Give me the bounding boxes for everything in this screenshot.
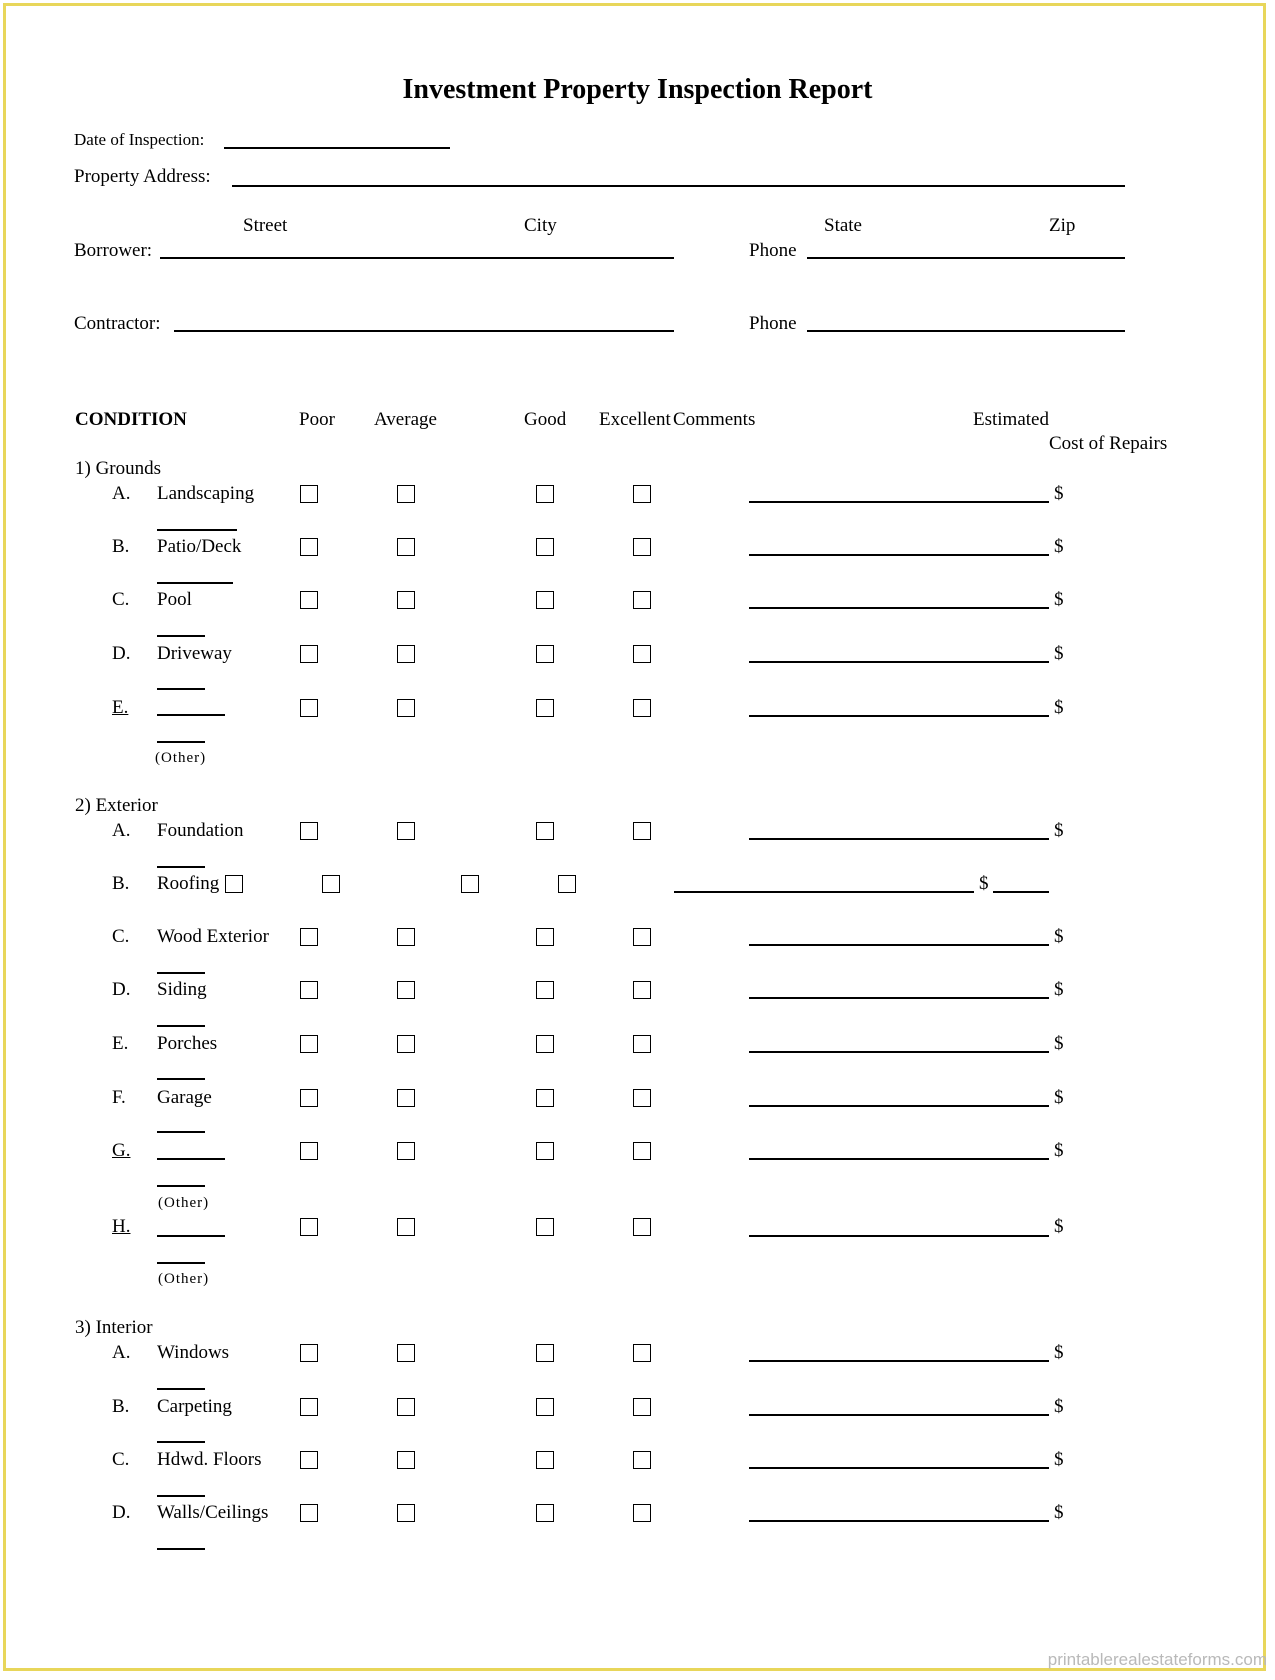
row-label: Roofing — [157, 873, 220, 894]
contractor-phone-label: Phone — [749, 313, 797, 334]
average-checkbox[interactable] — [397, 1035, 415, 1053]
cost-dollar: $ — [979, 873, 989, 894]
other-item-field[interactable] — [157, 1235, 225, 1237]
poor-checkbox[interactable] — [300, 981, 318, 999]
cost-header: Cost of Repairs — [1049, 433, 1168, 454]
date-field[interactable] — [224, 147, 450, 149]
good-checkbox[interactable] — [536, 1089, 554, 1107]
poor-checkbox[interactable] — [300, 1218, 318, 1236]
cost-field[interactable] — [993, 891, 1049, 893]
average-checkbox[interactable] — [397, 1142, 415, 1160]
contractor-phone-field[interactable] — [807, 330, 1125, 332]
section-exterior-title: 2) Exterior — [75, 795, 158, 816]
row-letter: D. — [112, 1502, 131, 1523]
average-checkbox[interactable] — [397, 928, 415, 946]
poor-checkbox[interactable] — [300, 822, 318, 840]
comments-field[interactable] — [749, 607, 1049, 609]
poor-checkbox[interactable] — [300, 485, 318, 503]
good-checkbox[interactable] — [536, 591, 554, 609]
comments-field[interactable] — [749, 997, 1049, 999]
row-label: Hdwd. Floors — [157, 1449, 262, 1470]
cost-dollar: $ — [1054, 1216, 1064, 1237]
good-checkbox[interactable] — [536, 981, 554, 999]
state-caption: State — [824, 215, 862, 236]
poor-checkbox[interactable] — [300, 1142, 318, 1160]
poor-checkbox[interactable] — [300, 928, 318, 946]
row-label: Foundation — [157, 820, 244, 841]
excellent-checkbox[interactable] — [633, 1504, 651, 1522]
row-label-underline — [157, 1262, 205, 1264]
cost-dollar: $ — [1054, 820, 1064, 841]
row-letter: G. — [112, 1140, 131, 1161]
average-checkbox[interactable] — [397, 981, 415, 999]
section-interior-title: 3) Interior — [75, 1317, 153, 1338]
average-checkbox[interactable] — [397, 699, 415, 717]
excellent-checkbox[interactable] — [633, 1344, 651, 1362]
row-letter: C. — [112, 589, 130, 610]
row-letter: E. — [112, 697, 129, 718]
cost-dollar: $ — [1054, 536, 1064, 557]
row-label-underline — [157, 972, 205, 974]
comments-field[interactable] — [749, 944, 1049, 946]
cost-dollar: $ — [1054, 589, 1064, 610]
average-checkbox[interactable] — [397, 822, 415, 840]
excellent-checkbox[interactable] — [633, 1142, 651, 1160]
good-checkbox[interactable] — [536, 1142, 554, 1160]
cost-dollar: $ — [1054, 979, 1064, 1000]
row-label: Windows — [157, 1342, 230, 1363]
row-letter: C. — [112, 1449, 130, 1470]
excellent-checkbox[interactable] — [633, 1035, 651, 1053]
poor-header: Poor — [299, 409, 335, 430]
poor-checkbox[interactable] — [300, 1344, 318, 1362]
average-checkbox[interactable] — [397, 538, 415, 556]
row-letter: E. — [112, 1033, 129, 1054]
row-label-underline — [157, 1441, 205, 1443]
other-caption: (Other) — [155, 750, 207, 766]
row-label-underline — [157, 1495, 205, 1497]
row-letter: C. — [112, 926, 130, 947]
average-checkbox[interactable] — [322, 875, 340, 893]
row-label-underline — [157, 866, 205, 868]
address-field[interactable] — [232, 185, 1125, 187]
row-label-underline — [157, 688, 205, 690]
comments-field[interactable] — [749, 1158, 1049, 1160]
other-item-field[interactable] — [157, 1158, 225, 1160]
good-checkbox[interactable] — [536, 538, 554, 556]
average-checkbox[interactable] — [397, 1504, 415, 1522]
borrower-phone-label: Phone — [749, 240, 797, 261]
good-checkbox[interactable] — [461, 875, 479, 893]
excellent-checkbox[interactable] — [633, 1451, 651, 1469]
row-letter: F. — [112, 1087, 126, 1108]
comments-field[interactable] — [749, 661, 1049, 663]
good-checkbox[interactable] — [536, 1218, 554, 1236]
row-label: Pool — [157, 589, 192, 610]
excellent-checkbox[interactable] — [558, 875, 576, 893]
other-item-field[interactable] — [157, 714, 225, 716]
borrower-field[interactable] — [160, 257, 674, 259]
row-letter: A. — [112, 1342, 131, 1363]
row-label: Wood Exterior — [157, 926, 269, 947]
comments-header: Comments — [673, 409, 756, 430]
comments-field[interactable] — [749, 1360, 1049, 1362]
excellent-checkbox[interactable] — [633, 1398, 651, 1416]
row-label: Walls/Ceilings — [157, 1502, 269, 1523]
city-caption: City — [524, 215, 557, 236]
other-caption: (Other) — [158, 1195, 210, 1211]
row-letter: A. — [112, 820, 131, 841]
cost-dollar: $ — [1054, 926, 1064, 947]
cost-dollar: $ — [1054, 1342, 1064, 1363]
average-checkbox[interactable] — [397, 1218, 415, 1236]
average-checkbox[interactable] — [397, 591, 415, 609]
poor-checkbox[interactable] — [300, 1504, 318, 1522]
average-checkbox[interactable] — [397, 1451, 415, 1469]
cost-dollar: $ — [1054, 1449, 1064, 1470]
excellent-checkbox[interactable] — [633, 591, 651, 609]
date-label: Date of Inspection: — [74, 130, 205, 149]
average-checkbox[interactable] — [397, 1344, 415, 1362]
row-label-underline — [157, 1131, 205, 1133]
comments-field[interactable] — [749, 501, 1049, 503]
comments-field[interactable] — [749, 554, 1049, 556]
comments-field[interactable] — [749, 1414, 1049, 1416]
comments-field[interactable] — [749, 838, 1049, 840]
cost-dollar: $ — [1054, 1087, 1064, 1108]
condition-header: CONDITION — [75, 409, 187, 430]
excellent-checkbox[interactable] — [633, 1089, 651, 1107]
estimated-header: Estimated — [973, 409, 1049, 430]
average-header: Average — [374, 409, 437, 430]
street-caption: Street — [243, 215, 288, 236]
good-checkbox[interactable] — [536, 1344, 554, 1362]
good-checkbox[interactable] — [536, 1451, 554, 1469]
cost-dollar: $ — [1054, 1140, 1064, 1161]
contractor-label: Contractor: — [74, 313, 161, 334]
row-label-underline — [157, 1548, 205, 1550]
cost-dollar: $ — [1054, 1396, 1064, 1417]
good-checkbox[interactable] — [536, 485, 554, 503]
cost-dollar: $ — [1054, 643, 1064, 664]
row-letter: B. — [112, 536, 130, 557]
zip-caption: Zip — [1049, 215, 1076, 236]
row-label: Driveway — [157, 643, 232, 664]
row-label-underline — [157, 741, 205, 743]
row-label: Carpeting — [157, 1396, 232, 1417]
row-label-underline — [157, 1185, 205, 1187]
average-checkbox[interactable] — [397, 645, 415, 663]
good-checkbox[interactable] — [536, 699, 554, 717]
good-checkbox[interactable] — [536, 822, 554, 840]
cost-dollar: $ — [1054, 1033, 1064, 1054]
poor-checkbox[interactable] — [300, 1451, 318, 1469]
row-label-underline — [157, 635, 205, 637]
excellent-checkbox[interactable] — [633, 1218, 651, 1236]
row-label: Siding — [157, 979, 207, 1000]
section-grounds-title: 1) Grounds — [75, 458, 162, 479]
poor-checkbox[interactable] — [300, 645, 318, 663]
poor-checkbox[interactable] — [225, 875, 243, 893]
excellent-checkbox[interactable] — [633, 981, 651, 999]
row-letter: D. — [112, 643, 131, 664]
other-caption: (Other) — [158, 1271, 210, 1287]
excellent-checkbox[interactable] — [633, 928, 651, 946]
watermark: printablerealestateforms.com — [1047, 1650, 1267, 1669]
excellent-checkbox[interactable] — [633, 485, 651, 503]
good-checkbox[interactable] — [536, 1398, 554, 1416]
address-label: Property Address: — [74, 166, 211, 187]
poor-checkbox[interactable] — [300, 591, 318, 609]
average-checkbox[interactable] — [397, 485, 415, 503]
comments-field[interactable] — [749, 1051, 1049, 1053]
average-checkbox[interactable] — [397, 1089, 415, 1107]
good-checkbox[interactable] — [536, 928, 554, 946]
good-checkbox[interactable] — [536, 1504, 554, 1522]
page-title: Investment Property Inspection Report — [402, 74, 873, 105]
excellent-checkbox[interactable] — [633, 822, 651, 840]
comments-field[interactable] — [749, 1467, 1049, 1469]
row-label: Landscaping — [157, 483, 255, 504]
row-letter: D. — [112, 979, 131, 1000]
average-checkbox[interactable] — [397, 1398, 415, 1416]
row-letter: B. — [112, 1396, 130, 1417]
comments-field[interactable] — [749, 715, 1049, 717]
row-label-underline — [157, 1025, 205, 1027]
excellent-checkbox[interactable] — [633, 645, 651, 663]
row-label-underline — [157, 1078, 205, 1080]
poor-checkbox[interactable] — [300, 699, 318, 717]
poor-checkbox[interactable] — [300, 1035, 318, 1053]
borrower-phone-field[interactable] — [807, 257, 1125, 259]
row-label: Patio/Deck — [157, 536, 242, 557]
excellent-checkbox[interactable] — [633, 699, 651, 717]
poor-checkbox[interactable] — [300, 1398, 318, 1416]
cost-dollar: $ — [1054, 1502, 1064, 1523]
comments-field[interactable] — [674, 891, 974, 893]
comments-field[interactable] — [749, 1235, 1049, 1237]
excellent-header: Excellent — [599, 409, 671, 430]
borrower-label: Borrower: — [74, 240, 153, 261]
good-checkbox[interactable] — [536, 1035, 554, 1053]
row-letter: A. — [112, 483, 131, 504]
row-letter: B. — [112, 873, 130, 894]
row-label: Garage — [157, 1087, 212, 1108]
row-label-underline — [157, 529, 237, 531]
poor-checkbox[interactable] — [300, 538, 318, 556]
comments-field[interactable] — [749, 1520, 1049, 1522]
cost-dollar: $ — [1054, 483, 1064, 504]
contractor-field[interactable] — [174, 330, 674, 332]
row-label-underline — [157, 582, 233, 584]
row-label: Porches — [157, 1033, 218, 1054]
row-letter: H. — [112, 1216, 131, 1237]
comments-field[interactable] — [749, 1105, 1049, 1107]
excellent-checkbox[interactable] — [633, 538, 651, 556]
row-label-underline — [157, 1388, 205, 1390]
good-header: Good — [524, 409, 567, 430]
good-checkbox[interactable] — [536, 645, 554, 663]
cost-dollar: $ — [1054, 697, 1064, 718]
poor-checkbox[interactable] — [300, 1089, 318, 1107]
